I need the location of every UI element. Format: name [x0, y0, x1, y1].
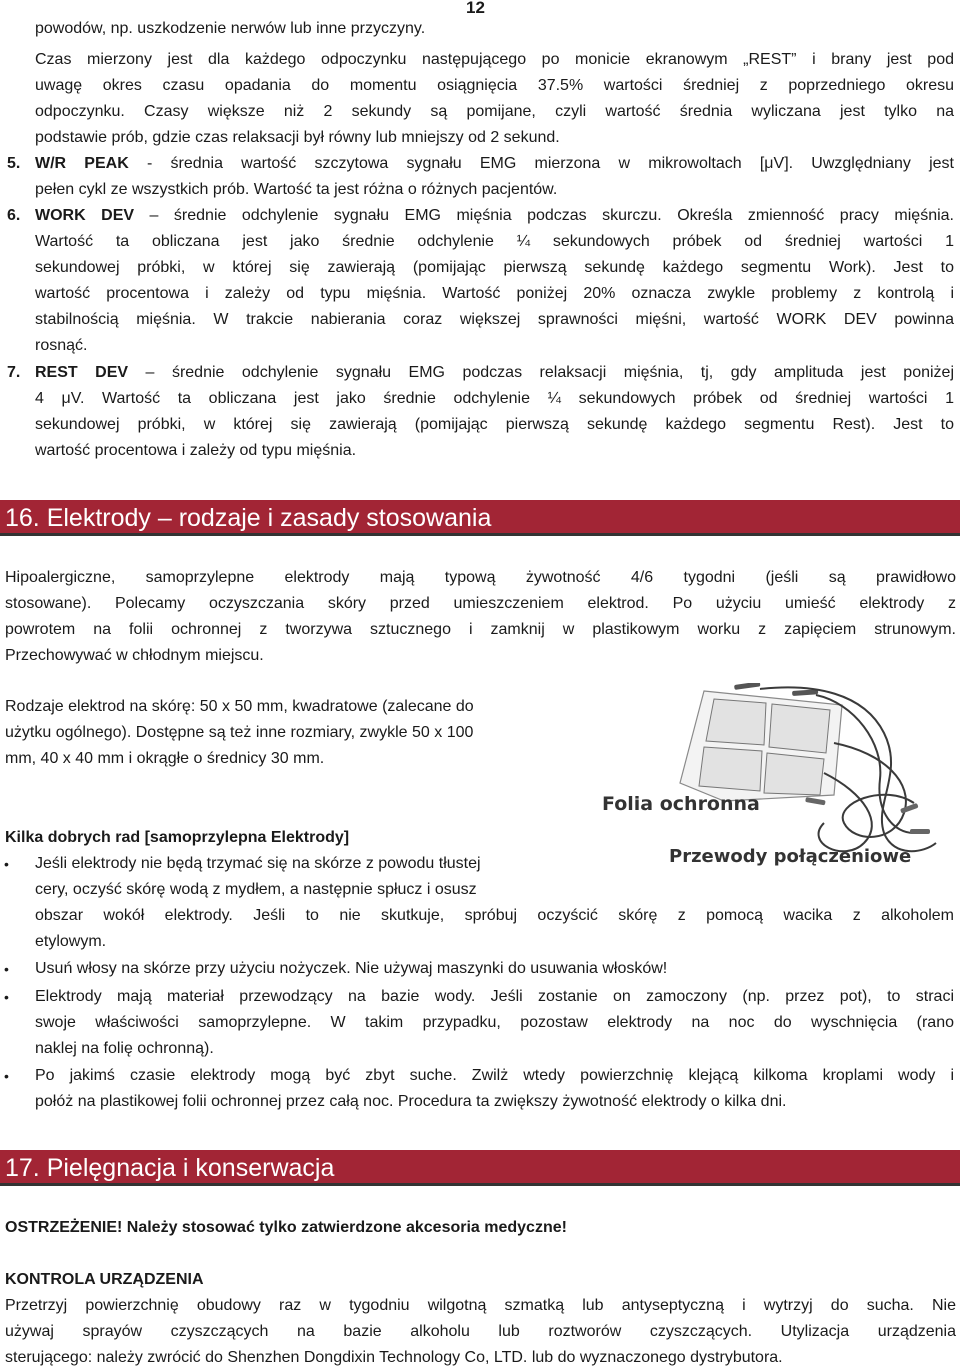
paragraph-line: swoje właściwości samoprzylepne. W takim przypadku, pozostaw elektrody na noc do wyschnięcia (rano	[35, 1014, 954, 1031]
paragraph-line: Przetrzyj powierzchnię obudowy raz w tygodniu wilgotną szmatką lub antyseptyczną i wytrzyj do sucha. Nie	[5, 1297, 956, 1314]
paragraph-line: połóż na plastikowej folii ochronnej przez całą noc. Procedura ta zwiększy żywotność elektrody o kilka dni.	[35, 1093, 787, 1110]
item-text: – średnie odchylenie sygnału EMG podczas relaksacji mięśnia, tj, gdy amplituda jest poniżej	[128, 364, 954, 381]
bullet-icon: •	[4, 856, 9, 872]
item-number: 6.	[7, 207, 21, 224]
paragraph-line: pełen cykl ze wszystkich prób. Wartość ta jest różna o różnych pacjentów.	[35, 181, 558, 198]
paragraph-line: podstawie prób, gdzie czas relaksacji był równy lub mniejszy od 2 sekund.	[35, 129, 560, 146]
bullet-icon: •	[4, 961, 9, 977]
section-heading-17: 17. Pielęgnacja i konserwacja	[0, 1150, 960, 1186]
item-number: 5.	[7, 155, 21, 172]
paragraph-line: obszar wokół elektrody. Jeśli to nie skutkuje, spróbuj oczyścić skórę z pomocą wacika z alkoholem	[35, 907, 954, 924]
paragraph-line: Po jakimś czasie elektrody mogą być zbyt suche. Zwilż wtedy powierzchnię klejącą kilkoma kroplami wody i	[35, 1067, 954, 1084]
paragraph-line: uwagę okres czasu opadania do momentu osiągnięcia 37.5% wartości średniej z poprzedniego okresu	[35, 77, 954, 94]
paragraph-line: Rodzaje elektrod na skórę: 50 x 50 mm, kwadratowe (zalecane do	[5, 698, 474, 715]
paragraph-line: rosnąć.	[35, 337, 88, 354]
paragraph-line: Hipoalergiczne, samoprzylepne elektrody mają typową żywotność 4/6 tygodni (jeśli są prawidłowo	[5, 569, 956, 586]
paragraph-line: Jeśli elektrody nie będą trzymać się na skórze z powodu tłustej	[35, 855, 481, 872]
paragraph-line: Wartość ta obliczana jest jako średnie odchylenie ¼ sekundowych próbek od średniej wartości 1	[35, 233, 954, 250]
list-item-6	[7, 203, 954, 229]
paragraph-line: Elektrody mają materiał przewodzący na bazie wody. Jeśli zostanie on zamoczony (np. przez pot), to straci	[35, 988, 954, 1005]
paragraph-line: etylowym.	[35, 933, 107, 950]
paragraph-line: powrotem na folii ochronnej z tworzywa sztucznego i zamknij w plastikowym worku z zapięciem strunowym.	[5, 621, 956, 638]
label-connection-wires: Przewody połączeniowe	[669, 846, 912, 867]
item-text: - średnia wartość szczytowa sygnału EMG mierzona w mikrowoltach [μV]. Uwzględniany jest	[128, 155, 954, 172]
paragraph-line: powodów, np. uszkodzenie nerwów lub inne przyczyny.	[35, 20, 426, 37]
warning-text: OSTRZEŻENIE! Należy stosować tylko zatwierdzone akcesoria medyczne!	[5, 1219, 567, 1236]
label-protective-foil: Folia ochronna	[602, 793, 760, 815]
list-item-7	[7, 360, 954, 386]
paragraph-line: mm, 40 x 40 mm i okrągłe o średnicy 30 mm.	[5, 750, 325, 767]
paragraph-line: stosowane). Polecamy oczyszczania skóry przed umieszczeniem elektrod. Po użyciu umieść elektrody z	[5, 595, 956, 612]
electrode-illustration	[584, 683, 960, 883]
section-heading-16: 16. Elektrody – rodzaje i zasady stosowania	[0, 500, 960, 536]
item-text: – średnie odchylenie sygnału EMG mięśnia podczas skurczu. Określa zmienność pracy mięśnia.	[134, 207, 954, 224]
paragraph-line: naklej na folię ochronną).	[35, 1040, 214, 1057]
paragraph-line: cery, oczyść skórę wodą z mydłem, a następnie spłucz i osusz	[35, 881, 477, 898]
paragraph-line: wartość procentowa i zależy od typu mięśnia. Wartość poniżej 20% oznacza zwykle problemy z kontrolą i	[35, 285, 954, 302]
bullet-icon: •	[4, 1068, 9, 1084]
item-term: W/R PEAK	[35, 155, 129, 172]
item-number: 7.	[7, 364, 21, 381]
control-heading: KONTROLA URZĄDZENIA	[5, 1271, 204, 1288]
paragraph-line: używaj sprayów czyszczących na bazie alkoholu lub roztworów czyszczących. Utylizacja urządzenia	[5, 1323, 956, 1340]
paragraph-line: sekundowej próbki, w której się zawierają (pomijając pierwszą sekundę każdego segmentu Rest). Jest to	[35, 416, 954, 433]
list-item-5	[7, 151, 954, 177]
paragraph-line: sekundowej próbki, w której się zawierają (pomijając pierwszą sekundę każdego segmentu Work). Jest to	[35, 259, 954, 276]
paragraph-line: stabilnością mięśnia. W trakcie nabierania coraz większej sprawności mięśni, wartość WORK DEV powinna	[35, 311, 954, 328]
item-term: WORK DEV	[35, 207, 135, 224]
paragraph-line: 4 μV. Wartość ta obliczana jest jako średnie odchylenie ¼ sekundowych próbek od średniej wartości 1	[35, 390, 954, 407]
paragraph-line: Usuń włosy na skórze przy użyciu nożyczek. Nie używaj maszynki do usuwania włosków!	[35, 960, 668, 977]
paragraph-line: odpoczynku. Czasy większe niż 2 sekundy są pomijane, czyli wartość średnia wyliczana jest tylko na	[35, 103, 954, 120]
paragraph-line: użytku ogólnego). Dostępne są też inne rozmiary, zwykle 50 x 100	[5, 724, 474, 741]
tips-heading: Kilka dobrych rad [samoprzylepna Elektrody]	[5, 829, 350, 846]
paragraph-line: wartość procentowa i zależy od typu mięśnia.	[35, 442, 357, 459]
page-number: 12	[466, 0, 485, 17]
paragraph-line: Przechowywać w chłodnym miejscu.	[5, 647, 264, 664]
paragraph-line: Czas mierzony jest dla każdego odpoczynku następującego po monicie ekranowym „REST” i brany jest pod	[35, 51, 954, 68]
bullet-icon: •	[4, 989, 9, 1005]
item-term: REST DEV	[35, 364, 129, 381]
paragraph-line: sterującego: należy zwrócić do Shenzhen Dongdixin Technology Co, LTD. lub do wyznaczonego dystrybutora.	[5, 1349, 783, 1366]
